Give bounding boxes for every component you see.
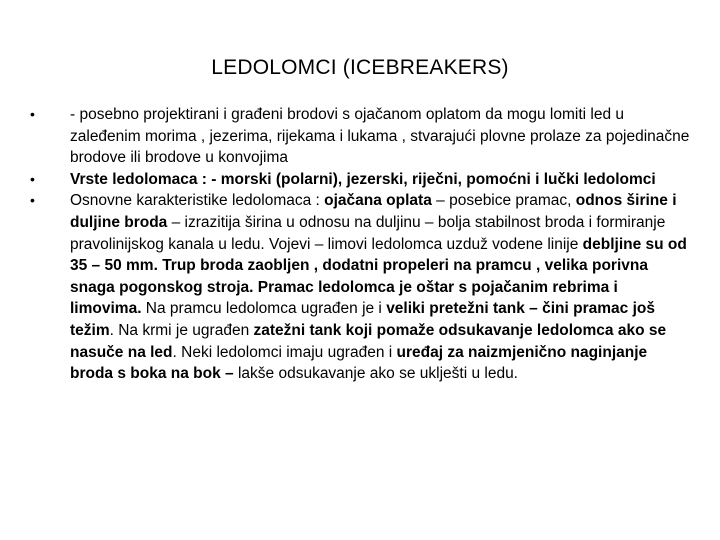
text-segment: Na pramcu ledolomca ugrađen je i [141,300,387,318]
text-segment: – posebice pramac, [431,192,576,210]
text-segment: . Neki ledolomci imaju ugrađen i [172,343,397,361]
text-segment-bold: zatežni tank koji pomaže odsukavanje ledolomca ako se nasuče na led [70,321,667,361]
bullet-text: Vrste ledolomaca : - morski (polarni), jezerski, riječni, pomoćni i lučki ledolomci [70,170,656,188]
bullet-list [30,104,690,385]
text-segment: . Na krmi je ugrađen [109,321,254,339]
text-segment: Osnovne karakteristike ledolomaca : [70,192,325,210]
text-segment: – izrazitija širina u odnosu na duljinu – bolja stabilnost broda i formiranje pravolinijskog kanala u ledu. Vojevi – limovi ledolomca uzduž vodene linije [70,213,666,253]
bullet-text: - posebno projektirani i građeni brodovi s ojačanom oplatom da mogu lomiti led u zaleđenim morima , jezerima, rijekama i lukama , stvarajući plovne prolaze za pojedinačne brodove ili brodove u konvojima [70,106,690,167]
bullet-dot-icon: • [30,192,35,209]
text-segment: lakše odsukavanje ako se uklješti u ledu. [233,365,518,383]
bullet-dot-icon: • [30,170,35,187]
text-segment-bold: ojačana oplata [324,192,432,210]
text-segment-bold: odnos širine i duljine broda [70,192,677,231]
slide-title: LEDOLOMCI (ICEBREAKERS) [211,56,509,79]
text-segment-bold: uređaj za naizmjenično naginjanje broda s boka na bok – [70,343,648,383]
bullet-item-types [30,169,690,191]
text-segment-bold: veliki pretežni tank – čini pramac još težim [70,300,655,339]
bullet-dot-icon: • [30,106,35,122]
bullet-item-definition [30,104,690,169]
text-segment-bold: debljine su od 35 – 50 mm. Trup broda zaobljen , dodatni propeleri na pramcu , velika porivna snaga pogonskog stroja. Pramac ledolomca je oštar s pojačanim rebrima i limovima. [70,235,687,318]
bullet-item-characteristics [30,190,690,384]
